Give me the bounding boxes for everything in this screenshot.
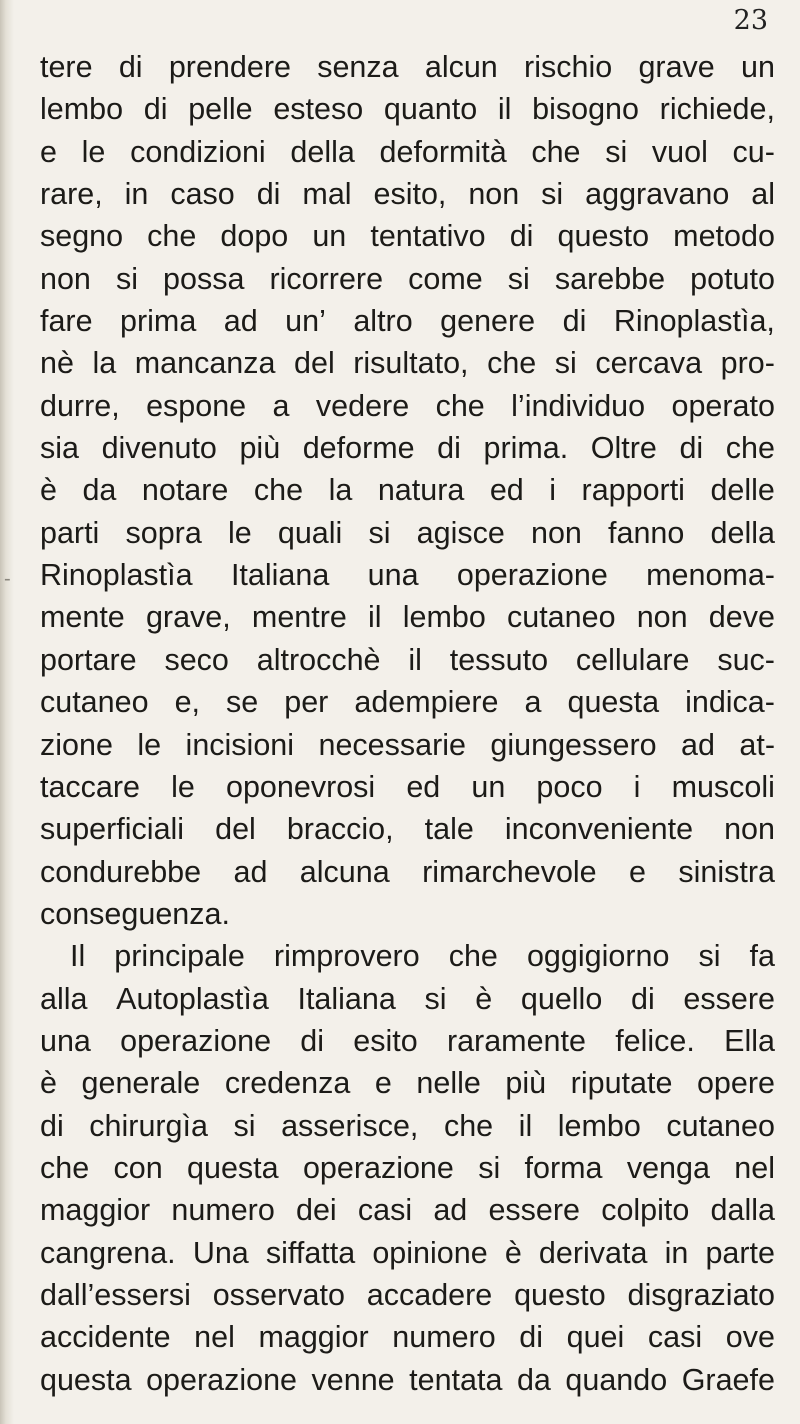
- text-line: segno che dopo un tentativo di questo metodo: [40, 219, 775, 254]
- text-line: conseguenza.: [40, 896, 230, 931]
- text-line: fare prima ad un’ altro genere di Rinoplastìa,: [40, 304, 775, 339]
- text-line: che con questa operazione si forma venga nel: [40, 1150, 775, 1185]
- text-line: Rinoplastìa Italiana una operazione menoma-: [40, 558, 775, 593]
- text-line: cutaneo e, se per adempiere a questa indica-: [40, 685, 775, 720]
- text-line: cangrena. Una siffatta opinione è derivata in parte: [40, 1235, 775, 1270]
- text-line: nè la mancanza del risultato, che si cercava pro-: [40, 346, 775, 381]
- text-line: Il principale rimprovero che oggigiorno si fa: [70, 939, 775, 974]
- text-line: dall’essersi osservato accadere questo disgraziato: [40, 1277, 775, 1312]
- text-line: zione le incisioni necessarie giungessero ad at-: [40, 727, 775, 762]
- text-line: è da notare che la natura ed i rapporti delle: [40, 473, 775, 508]
- text-line: e le condizioni della deformità che si vuol cu-: [40, 134, 775, 169]
- text-line: maggior numero dei casi ad essere colpito dalla: [40, 1193, 775, 1228]
- text-line: condurebbe ad alcuna rimarchevole e sinistra: [40, 854, 775, 889]
- body-text: [40, 46, 775, 1401]
- text-line: taccare le oponevrosi ed un poco i muscoli: [40, 769, 775, 804]
- text-line: è generale credenza e nelle più riputate opere: [40, 1066, 775, 1101]
- text-line: portare seco altrocchè il tessuto cellulare suc-: [40, 642, 775, 677]
- text-line: non si possa ricorrere come si sarebbe potuto: [40, 261, 775, 296]
- text-line: superficiali del braccio, tale inconveniente non: [40, 812, 775, 847]
- text-line: mente grave, mentre il lembo cutaneo non deve: [40, 600, 775, 635]
- text-line: accidente nel maggior numero di quei casi ove: [40, 1320, 775, 1355]
- text-line: tere di prendere senza alcun rischio grave un: [40, 50, 775, 84]
- text-line: di chirurgìa si asserisce, che il lembo cutaneo: [40, 1108, 775, 1143]
- text-line: parti sopra le quali si agisce non fanno della: [40, 515, 775, 550]
- margin-dash: -: [4, 568, 11, 590]
- text-line: una operazione di esito raramente felice. Ella: [40, 1023, 775, 1058]
- text-line: durre, espone a vedere che l’individuo operato: [40, 388, 775, 423]
- page-number: 23: [733, 5, 768, 36]
- text-line: questa operazione venne tentata da quando Graefe: [40, 1362, 775, 1397]
- text-line: lembo di pelle esteso quanto il bisogno richiede,: [40, 92, 775, 127]
- page-binding-edge: [0, 0, 14, 1424]
- text-line: alla Autoplastìa Italiana si è quello di essere: [40, 981, 775, 1016]
- text-line: rare, in caso di mal esito, non si aggravano al: [40, 177, 775, 212]
- text-line: sia divenuto più deforme di prima. Oltre di che: [40, 431, 775, 466]
